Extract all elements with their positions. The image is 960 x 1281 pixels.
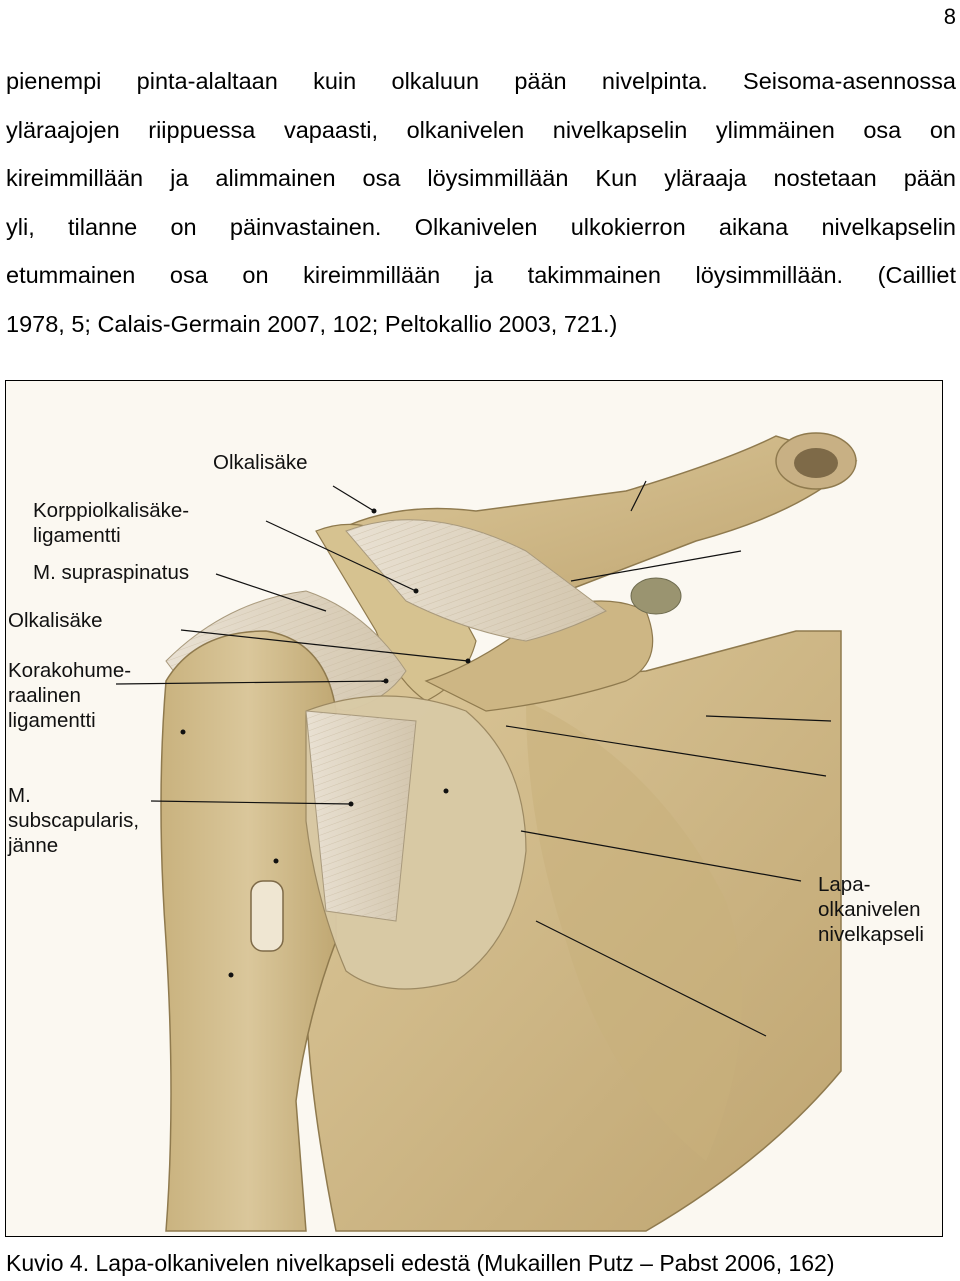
label-subscapularis-3: jänne — [8, 834, 59, 857]
paragraph-line: yli, tilanne on päinvastainen. Olkanivelen ulkokierron aikana nivelkapselin — [6, 213, 956, 240]
label-coracoacromial-ligament-1: Korppiolkalisäke- — [33, 499, 190, 522]
label-joint-capsule-2: olkanivelen — [818, 898, 921, 921]
label-joint-capsule-1: Lapa- — [818, 873, 871, 896]
figure-caption: Kuvio 4. Lapa-olkanivelen nivelkapseli edestä (Mukaillen Putz – Pabst 2006, 162) — [6, 1250, 835, 1276]
paragraph-line: etummainen osa on kireimmillään ja takimmainen löysimmillään. (Cailliet — [6, 262, 956, 289]
label-subscapularis-1: M. — [8, 784, 31, 807]
label-acromion-top: Olkalisäke — [213, 451, 308, 474]
label-coracohumeral-ligament-2: raalinen — [8, 684, 81, 707]
label-coracohumeral-ligament-1: Korakohume- — [8, 659, 132, 682]
page-number: 8 — [943, 4, 956, 29]
label-coracohumeral-ligament-3: ligamentti — [8, 709, 96, 732]
paragraph-line: pienempi pinta-alaltaan kuin olkaluun pään nivelpinta. Seisoma-asennossa — [6, 68, 956, 94]
label-acromion-left: Olkalisäke — [8, 609, 103, 632]
body-paragraph — [6, 57, 956, 349]
label-subscapularis-2: subscapularis, — [8, 809, 140, 832]
anatomy-figure — [5, 380, 943, 1237]
paragraph-line: 1978, 5; Calais-Germain 2007, 102; Peltokallio 2003, 721.) — [6, 310, 618, 337]
label-joint-capsule-3: nivelkapseli — [818, 923, 924, 946]
label-coracoacromial-ligament-2: ligamentti — [33, 524, 121, 547]
label-supraspinatus: M. supraspinatus — [33, 561, 190, 584]
paragraph-line: yläraajojen riippuessa vapaasti, olkanivelen nivelkapselin ylimmäinen osa on — [6, 116, 956, 143]
biceps-tendon — [251, 881, 283, 951]
paragraph-line: kireimmillään ja alimmainen osa löysimmillään Kun yläraaja nostetaan pään — [6, 165, 956, 192]
